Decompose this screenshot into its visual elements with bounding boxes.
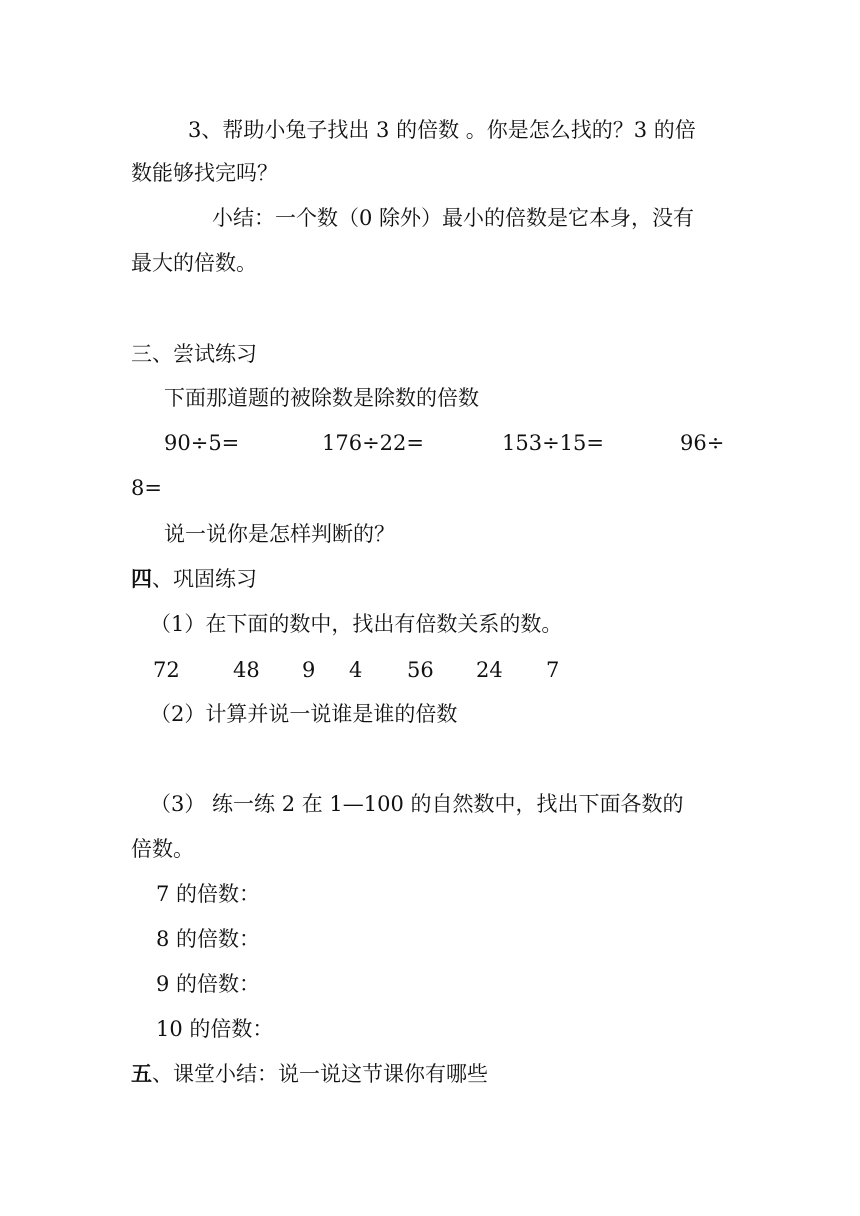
multiples-line: 10 的倍数： [156,1017,274,1041]
question-3-line-1: 3、帮助小兔子找出 3 的倍数 。你是怎么找的？3 的倍 [188,118,696,142]
division-problem: 90÷5= [164,431,240,455]
exercise-item-3-line-2: 倍数。 [131,837,194,861]
number-item: 56 [407,658,434,682]
number-item: 7 [546,658,560,682]
number-item: 4 [349,658,363,682]
question-3-line-2: 数能够找完吗？ [131,161,278,185]
division-problem: 153÷15= [502,431,604,455]
exercise-item-2: （2）计算并说一说谁是谁的倍数 [150,702,458,726]
division-problem-wrap: 8= [131,476,162,500]
exercise-item-1: （1）在下面的数中，找出有倍数关系的数。 [150,612,563,636]
trial-instruction: 下面那道题的被除数是除数的倍数 [164,386,479,410]
number-item: 72 [153,658,180,682]
trial-question: 说一说你是怎样判断的？ [164,522,395,546]
multiples-line: 9 的倍数： [156,972,261,996]
division-problem: 96÷ [680,431,725,455]
number-item: 48 [233,658,260,682]
division-problem: 176÷22= [322,431,424,455]
exercise-item-3-line-1: （3） 练一练 2 在 1—100 的自然数中，找出下面各数的 [150,792,684,816]
heading-numeral: 四 [131,566,152,591]
number-item: 24 [476,658,503,682]
class-summary-heading [131,1060,488,1088]
number-item: 9 [302,658,316,682]
summary-line-2: 最大的倍数。 [131,251,257,275]
heading-numeral: 五 [131,1061,152,1086]
consolidation-heading [131,565,257,593]
heading-text: 、巩固练习 [152,567,257,591]
multiples-line: 8 的倍数： [156,927,261,951]
trial-practice-heading: 三、尝试练习 [131,342,257,366]
multiples-line: 7 的倍数： [156,882,261,906]
summary-line-1: 小结：一个数（0 除外）最小的倍数是它本身，没有 [212,206,695,230]
heading-text: 、课堂小结：说一说这节课你有哪些 [152,1062,488,1086]
